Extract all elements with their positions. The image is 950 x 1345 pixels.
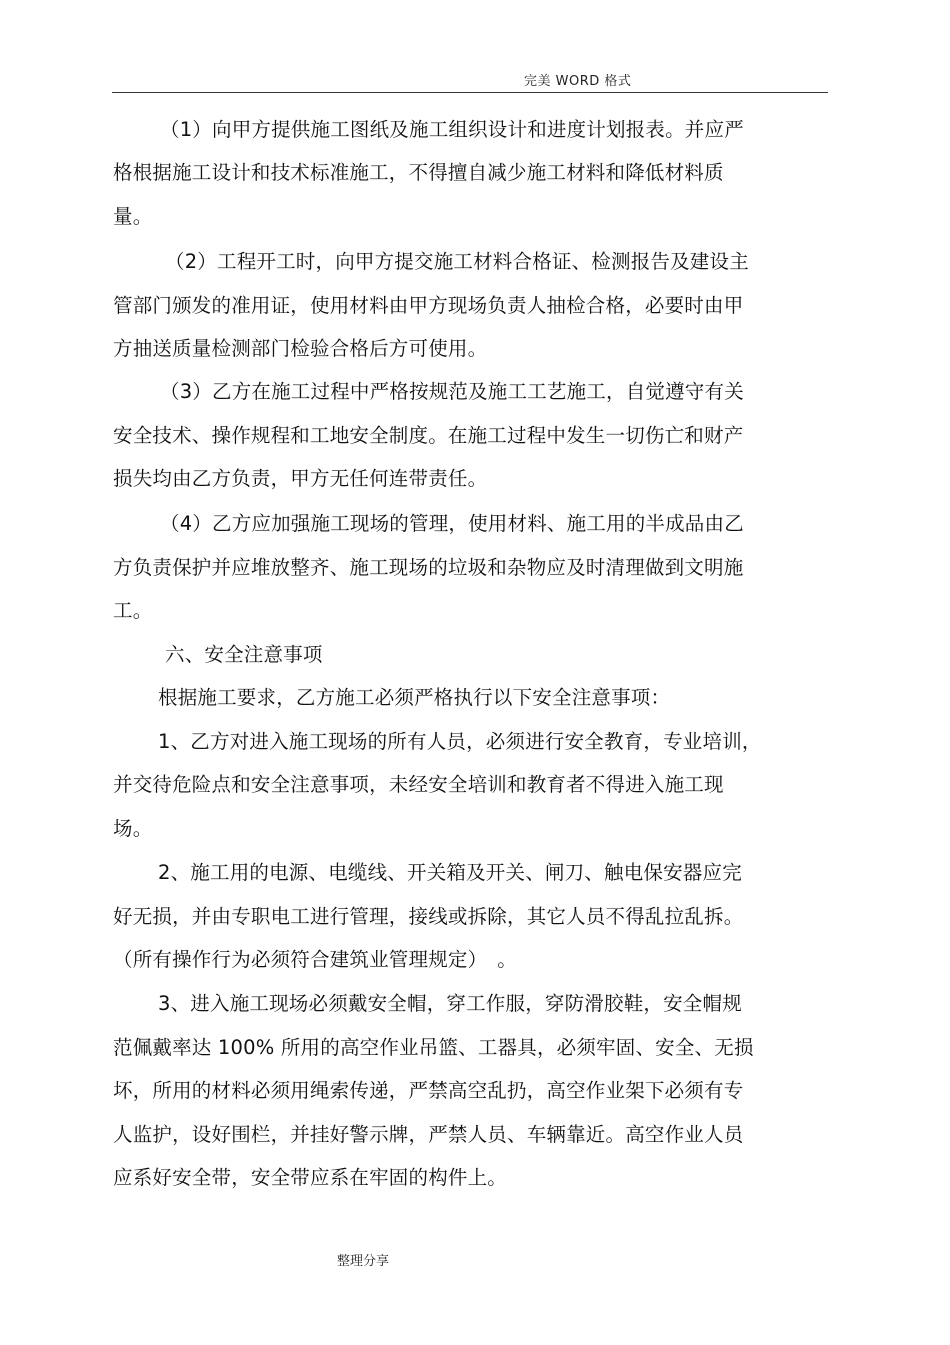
text-line: 格根据施工设计和技术标准施工，不得擅自减少施工材料和降低材料质 [113,161,724,184]
text-line: 应系好安全带，安全带应系在牢固的构件上。 [113,1166,508,1189]
text-line: （4）乙方应加强施工现场的管理，使用材料、施工用的半成品由乙 [160,512,744,535]
text-line: 范佩戴率达 100% 所用的高空作业吊篮、工器具，必须牢固、安全、无损 [113,1036,754,1059]
text-line: （2）工程开工时，向甲方提交施工材料合格证、检测报告及建设主 [165,250,749,273]
text-line: 好无损，并由专职电工进行管理，接线或拆除，其它人员不得乱拉乱拆。 [113,905,744,928]
text-line: 方抽送质量检测部门检验合格后方可使用。 [113,337,488,360]
section-heading: 六、安全注意事项 [165,643,323,666]
text-line: 2、施工用的电源、电缆线、开关箱及开关、闸刀、触电保安器应完 [158,861,742,884]
text-line: （1）向甲方提供施工图纸及施工组织设计和进度计划报表。并应严 [160,118,744,141]
text-line: 损失均由乙方负责，甲方无任何连带责任。 [113,467,488,490]
text-line: （3）乙方在施工过程中严格按规范及施工工艺施工，自觉遵守有关 [160,380,744,403]
header-title: 完美 WORD 格式 [524,74,632,89]
text-line: 并交待危险点和安全注意事项，未经安全培训和教育者不得进入施工现 [113,773,724,796]
text-line: 人监护，设好围栏，并挂好警示牌，严禁人员、车辆靠近。高空作业人员 [113,1123,744,1146]
text-line: 3、进入施工现场必须戴安全帽，穿工作服，穿防滑胶鞋，安全帽规 [158,992,742,1015]
text-line: 根据施工要求，乙方施工必须严格执行以下安全注意事项： [158,686,671,709]
text-line: 场。 [113,817,153,840]
text-line: 安全技术、操作规程和工地安全制度。在施工过程中发生一切伤亡和财产 [113,424,744,447]
text-line: 坏，所用的材料必须用绳索传递，严禁高空乱扔，高空作业架下必须有专 [113,1079,744,1102]
text-line: 方负责保护并应堆放整齐、施工现场的垃圾和杂物应及时清理做到文明施 [113,556,744,579]
header-divider [112,92,828,93]
text-line: 量。 [113,205,153,228]
page-footer: 整理分享 [337,1254,390,1269]
text-line: 1、乙方对进入施工现场的所有人员，必须进行安全教育，专业培训， [158,730,762,753]
text-line: 管部门颁发的准用证，使用材料由甲方现场负责人抽检合格，必要时由甲 [113,294,744,317]
text-line: （所有操作行为必须符合建筑业管理规定） 。 [113,948,517,971]
text-line: 工。 [113,599,153,622]
